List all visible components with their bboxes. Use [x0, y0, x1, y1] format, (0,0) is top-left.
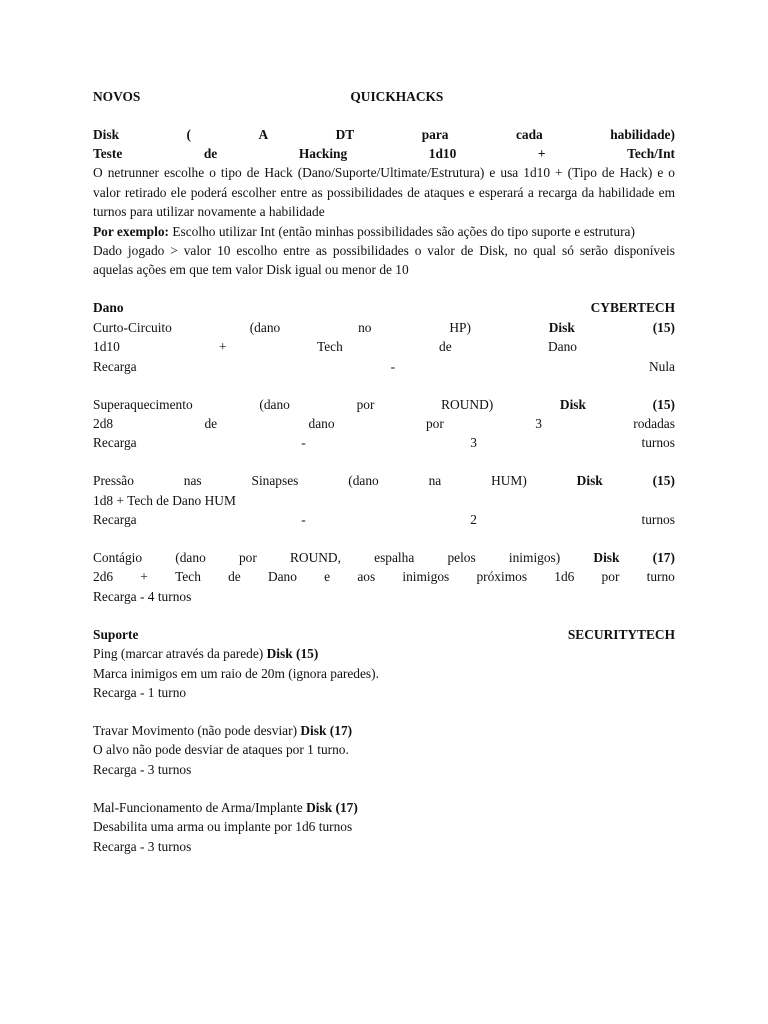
hack-travar-recharge: Recarga - 3 turnos	[93, 761, 192, 777]
hack-pressao-recharge: Recarga - 2 turnos	[93, 512, 675, 528]
hack-superaquecimento-effect: 2d8 de dano por 3 rodadas	[93, 415, 675, 431]
hack-curto-circuito-title: Curto-Circuito (dano no HP) Disk (15)	[93, 319, 675, 335]
hack-contagio-title: Contágio (dano por ROUND, espalha pelos inimigos) Disk (17)	[93, 550, 675, 566]
hack-pressao-title: Pressão nas Sinapses (dano na HUM) Disk (15)	[93, 473, 675, 489]
hack-ping-title: Ping (marcar através da parede) Disk (15)	[93, 646, 319, 662]
hack-ping-recharge: Recarga - 1 turno	[93, 685, 187, 701]
hack-travar-effect: O alvo não pode desviar de ataques por 1 turno.	[93, 742, 349, 758]
hack-mal-funcionamento-title: Mal-Funcionamento de Arma/Implante Disk (17)	[93, 799, 358, 815]
intro-paragraph-2: Dado jogado > valor 10 escolho entre as possibilidades o valor de Disk, no qual só serão disponíveis aquelas ações em que tem valor Disk igual ou menor de 10	[93, 243, 675, 278]
intro-line-2: Teste de Hacking 1d10 + Tech/Int	[93, 145, 675, 161]
section-header-dano: Dano CYBERTECH	[93, 300, 675, 316]
section-header-suporte: Suporte SECURITYTECH	[93, 626, 675, 642]
hack-curto-circuito-effect: 1d10 + Tech de Dano	[93, 339, 578, 355]
hack-mal-funcionamento-recharge: Recarga - 3 turnos	[93, 838, 192, 854]
intro-example	[93, 222, 675, 241]
hack-contagio-effect: 2d6 + Tech de Dano e aos inimigos próximos 1d6 por turno	[93, 569, 675, 585]
title-right: QUICKHACKS	[350, 89, 444, 104]
page-title	[93, 87, 675, 106]
hack-ping-effect: Marca inimigos em um raio de 20m (ignora paredes).	[93, 665, 379, 681]
hack-mal-funcionamento-effect: Desabilita uma arma ou implante por 1d6 turnos	[93, 819, 353, 835]
hack-travar-title: Travar Movimento (não pode desviar) Disk (17)	[93, 723, 353, 739]
hack-pressao-effect: 1d8 + Tech de Dano HUM	[93, 492, 236, 508]
hack-contagio-recharge: Recarga - 4 turnos	[93, 588, 192, 604]
hack-curto-circuito-recharge: Recarga - Nula	[93, 358, 675, 374]
example-label: Por exemplo:	[93, 223, 169, 239]
intro-line-1: Disk ( A DT para cada habilidade)	[93, 126, 675, 142]
example-text: Escolho utilizar Int (então minhas possibilidades são ações do tipo suporte e estrutura)	[168, 223, 635, 239]
hack-superaquecimento-title: Superaquecimento (dano por ROUND) Disk (15)	[93, 396, 675, 412]
intro-paragraph-1: O netrunner escolhe o tipo de Hack (Dano/Suporte/Ultimate/Estrutura) e usa 1d10 + (Tipo de Hack) e o valor retirado ele poderá escolher entre as possibilidades de ataques e esperará a recarga da habilidade em turnos para utilizar novamente a habilidade	[93, 165, 675, 220]
hack-superaquecimento-recharge: Recarga - 3 turnos	[93, 435, 675, 451]
document-content	[93, 87, 675, 856]
title-left: NOVOS	[93, 89, 141, 104]
